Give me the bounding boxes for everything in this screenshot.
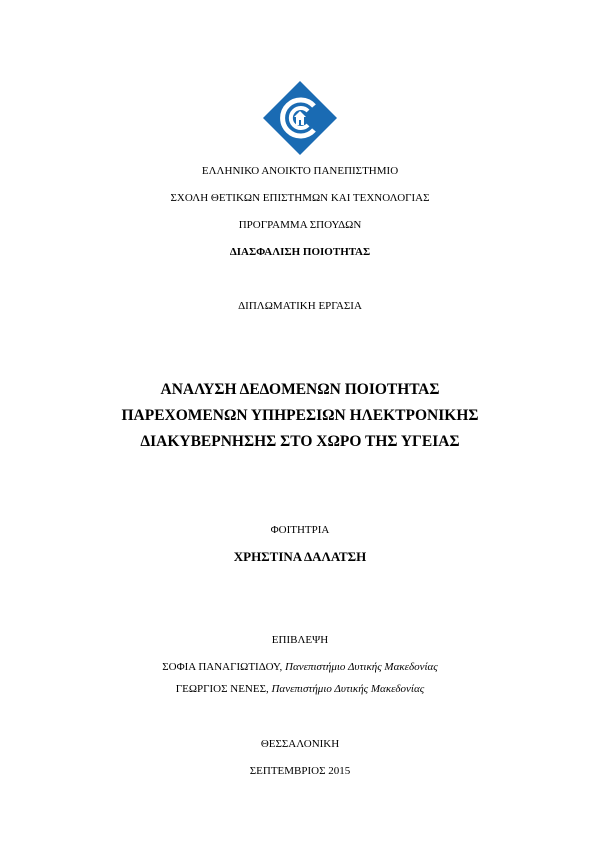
supervisor-1 — [0, 660, 600, 674]
supervision-label: ΕΠΙΒΛΕΨΗ — [271, 634, 329, 646]
supervisor-2 — [0, 682, 600, 696]
supervisor-1-name: ΣΟΦΙΑ ΠΑΝΑΓΙΩΤΙΔΟΥ, — [162, 661, 283, 673]
place: ΘΕΣΣΑΛΟΝΙΚΗ — [260, 738, 340, 750]
thesis-title-line-1: ΑΝΑΛΥΣΗ ΔΕΔΟΜΕΝΩΝ ΠΟΙΟΤΗΤΑΣ — [160, 381, 440, 398]
date: ΣΕΠΤΕΜΒΡΙΟΣ 2015 — [249, 765, 351, 777]
document-type: ΔΙΠΛΩΜΑΤΙΚΗ ΕΡΓΑΣΙΑ — [238, 300, 362, 312]
thesis-title-line-3: ΔΙΑΚΥΒΕΡΝΗΣΗΣ ΣΤΟ ΧΩΡΟ ΤΗΣ ΥΓΕΙΑΣ — [140, 433, 460, 450]
university-logo-icon — [262, 80, 338, 156]
student-name: ΧΡΗΣΤΙΝΑ ΔΑΛΑΤΣΗ — [233, 549, 367, 564]
supervisor-1-affiliation: Πανεπιστήμιο Δυτικής Μακεδονίας — [285, 661, 438, 673]
supervisor-2-affiliation: Πανεπιστήμιο Δυτικής Μακεδονίας — [271, 683, 425, 695]
university-name: ΕΛΛΗΝΙΚΟ ΑΝΟΙΚΤΟ ΠΑΝΕΠΙΣΤΗΜΙΟ — [201, 165, 399, 177]
thesis-title-line-2: ΠΑΡΕΧΟΜΕΝΩΝ ΥΠΗΡΕΣΙΩΝ ΗΛΕΚΤΡΟΝΙΚΗΣ — [121, 407, 479, 424]
program-label: ΠΡΟΓΡΑΜΜΑ ΣΠΟΥΔΩΝ — [238, 219, 362, 231]
program-name: ΔΙΑΣΦΑΛΙΣΗ ΠΟΙΟΤΗΤΑΣ — [229, 246, 371, 258]
student-label: ΦΟΙΤΗΤΡΙΑ — [270, 524, 330, 536]
school-name: ΣΧΟΛΗ ΘΕΤΙΚΩΝ ΕΠΙΣΤΗΜΩΝ ΚΑΙ ΤΕΧΝΟΛΟΓΙΑΣ — [170, 192, 430, 204]
supervisor-2-name: ΓΕΩΡΓΙΟΣ ΝΕΝΕΣ, — [175, 683, 269, 695]
